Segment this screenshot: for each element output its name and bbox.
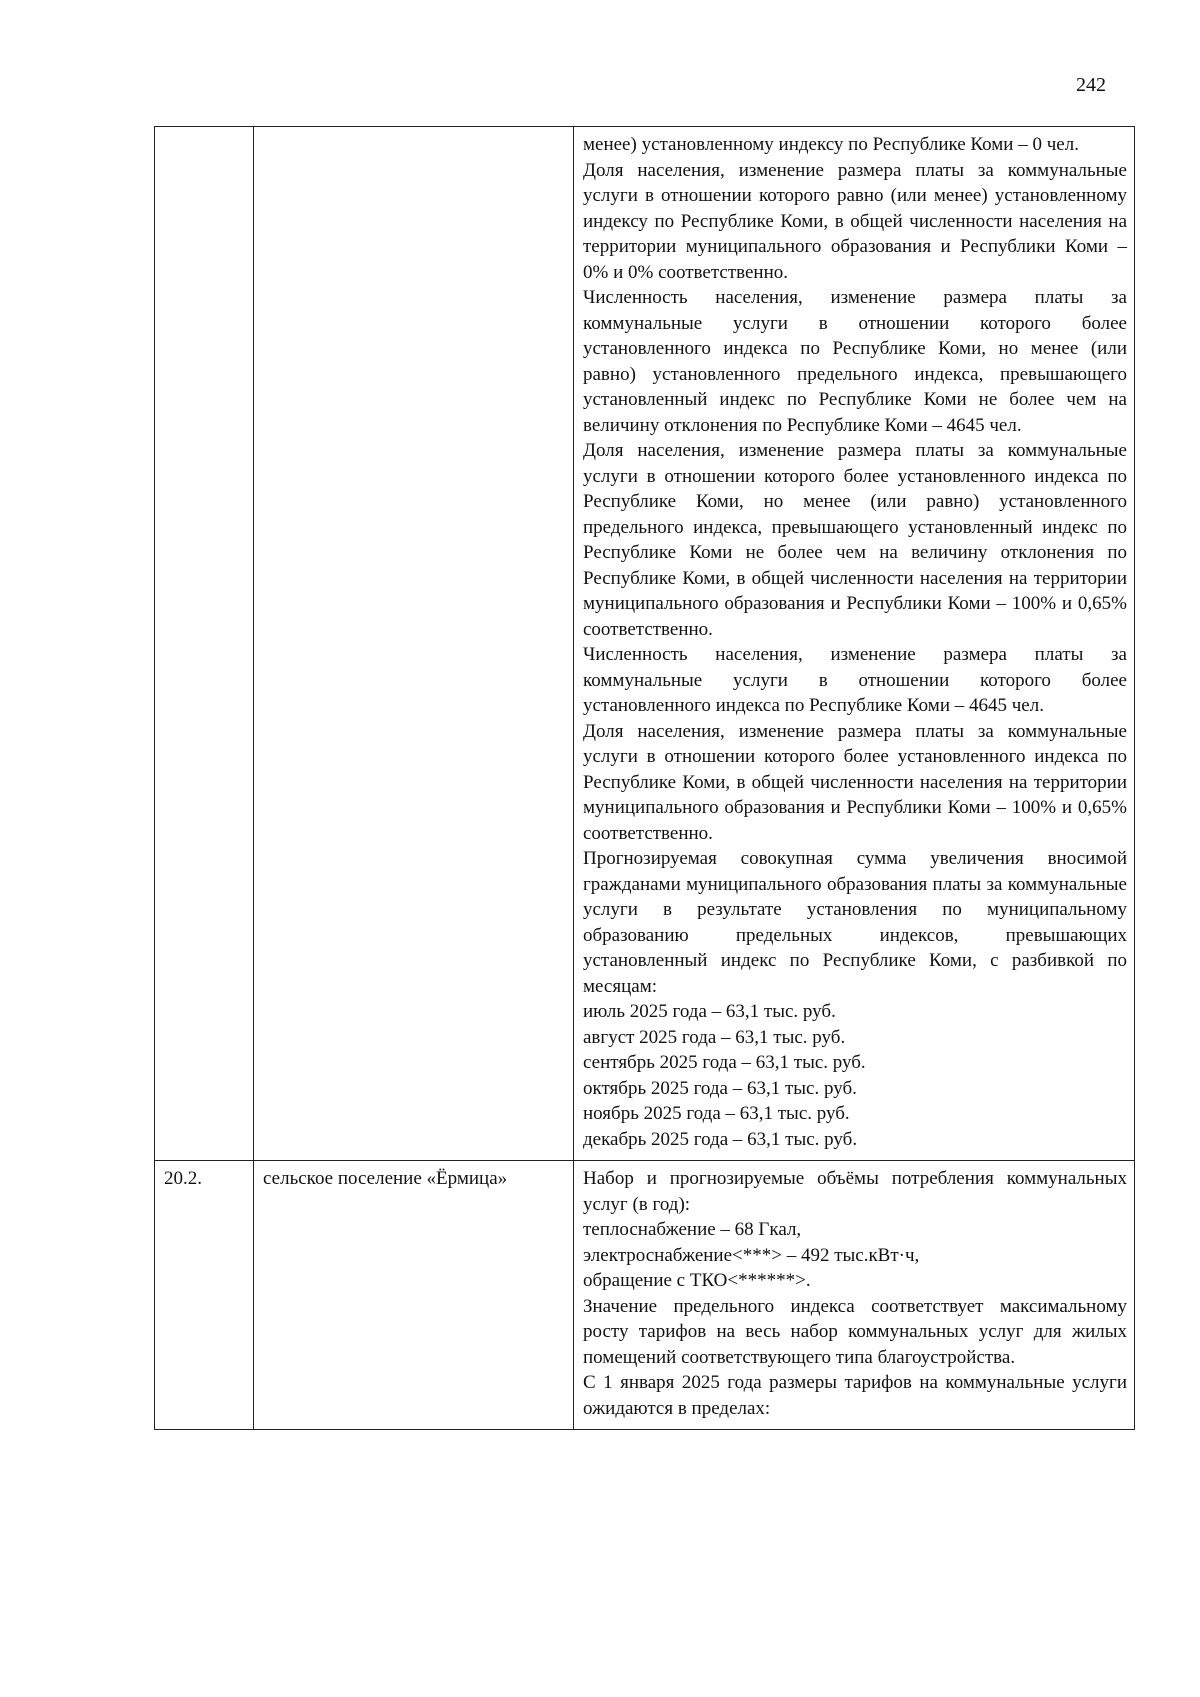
page-number: 242: [1076, 74, 1106, 96]
paragraph: менее) установленному индексу по Республике Коми – 0 чел.: [583, 134, 1079, 155]
service-volume-line: электроснабжение<***> – 492 тыс.кВт·ч,: [583, 1244, 920, 1266]
paragraph: Численность населения, изменение размера платы за коммунальные услуги в отношении которого более установленного индекса по Республике Коми – 4645 чел.: [583, 644, 1127, 716]
monthly-amount-line: июль 2025 года – 63,1 тыс. руб.: [583, 1001, 836, 1022]
municipality-cell: [254, 127, 574, 1161]
paragraph: Доля населения, изменение размера платы за коммунальные услуги в отношении которого более установленного индекса по Республике Коми, в общей численности населения на территории муниципального образования и Республики Коми – 100% и 0,65% соответственно.: [583, 720, 1127, 844]
monthly-amount-line: ноябрь 2025 года – 63,1 тыс. руб.: [583, 1103, 850, 1124]
paragraph: Доля населения, изменение размера платы за коммунальные услуги в отношении которого равно (или менее) установленному индексу по Республике Коми, в общей численности населения на территории муниципального образования и Республики Коми – 0% и 0% соответственно.: [583, 159, 1127, 283]
paragraph: Значение предельного индекса соответствует максимальному росту тарифов на весь набор коммунальных услуг для жилых помещений соответствующего типа благоустройства.: [583, 1295, 1127, 1368]
paragraph: Набор и прогнозируемые объёмы потребления коммунальных услуг (в год):: [583, 1168, 1127, 1215]
document-table: [154, 126, 1135, 1430]
monthly-amount-line: август 2025 года – 63,1 тыс. руб.: [583, 1026, 846, 1048]
paragraph: С 1 января 2025 года размеры тарифов на коммунальные услуги ожидаются в пределах:: [583, 1372, 1127, 1419]
row-number-cell: [155, 127, 254, 1161]
description-cell: [574, 127, 1135, 1161]
monthly-amount-line: сентябрь 2025 года – 63,1 тыс. руб.: [583, 1052, 866, 1073]
table-row: [155, 1161, 1135, 1430]
paragraph: Прогнозируемая совокупная сумма увеличения вносимой гражданами муниципального образования платы за коммунальные услуги в результате установления по муниципальному образованию предельных индексов, превышающих установленный индекс по Республике Коми, с разбивкой по месяцам:: [583, 848, 1127, 997]
monthly-amount-line: декабрь 2025 года – 63,1 тыс. руб.: [583, 1128, 858, 1150]
row-number-cell: 20.2.: [155, 1161, 254, 1430]
paragraph: Доля населения, изменение размера платы за коммунальные услуги в отношении которого более установленного индекса по Республике Коми, но менее (или равно) установленного предельного индекса, превышающего установленный индекс по Республике Коми не более чем на величину отклонения по Республике Коми, в общей численности населения на территории муниципального образования и Республики Коми – 100% и 0,65% соответственно.: [583, 440, 1127, 640]
paragraph: Численность населения, изменение размера платы за коммунальные услуги в отношении которого более установленного индекса по Республике Коми, но менее (или равно) установленного предельного индекса, превышающего установленный индекс по Республике Коми не более чем на величину отклонения по Республике Коми – 4645 чел.: [583, 287, 1127, 436]
monthly-amount-line: октябрь 2025 года – 63,1 тыс. руб.: [583, 1077, 857, 1099]
table-row: [155, 127, 1135, 1161]
municipality-cell: сельское поселение «Ёрмица»: [254, 1161, 574, 1430]
service-volume-line: теплоснабжение – 68 Гкал,: [583, 1219, 802, 1240]
description-cell: [574, 1161, 1135, 1430]
service-volume-line: обращение с ТКО<******>.: [583, 1270, 811, 1291]
